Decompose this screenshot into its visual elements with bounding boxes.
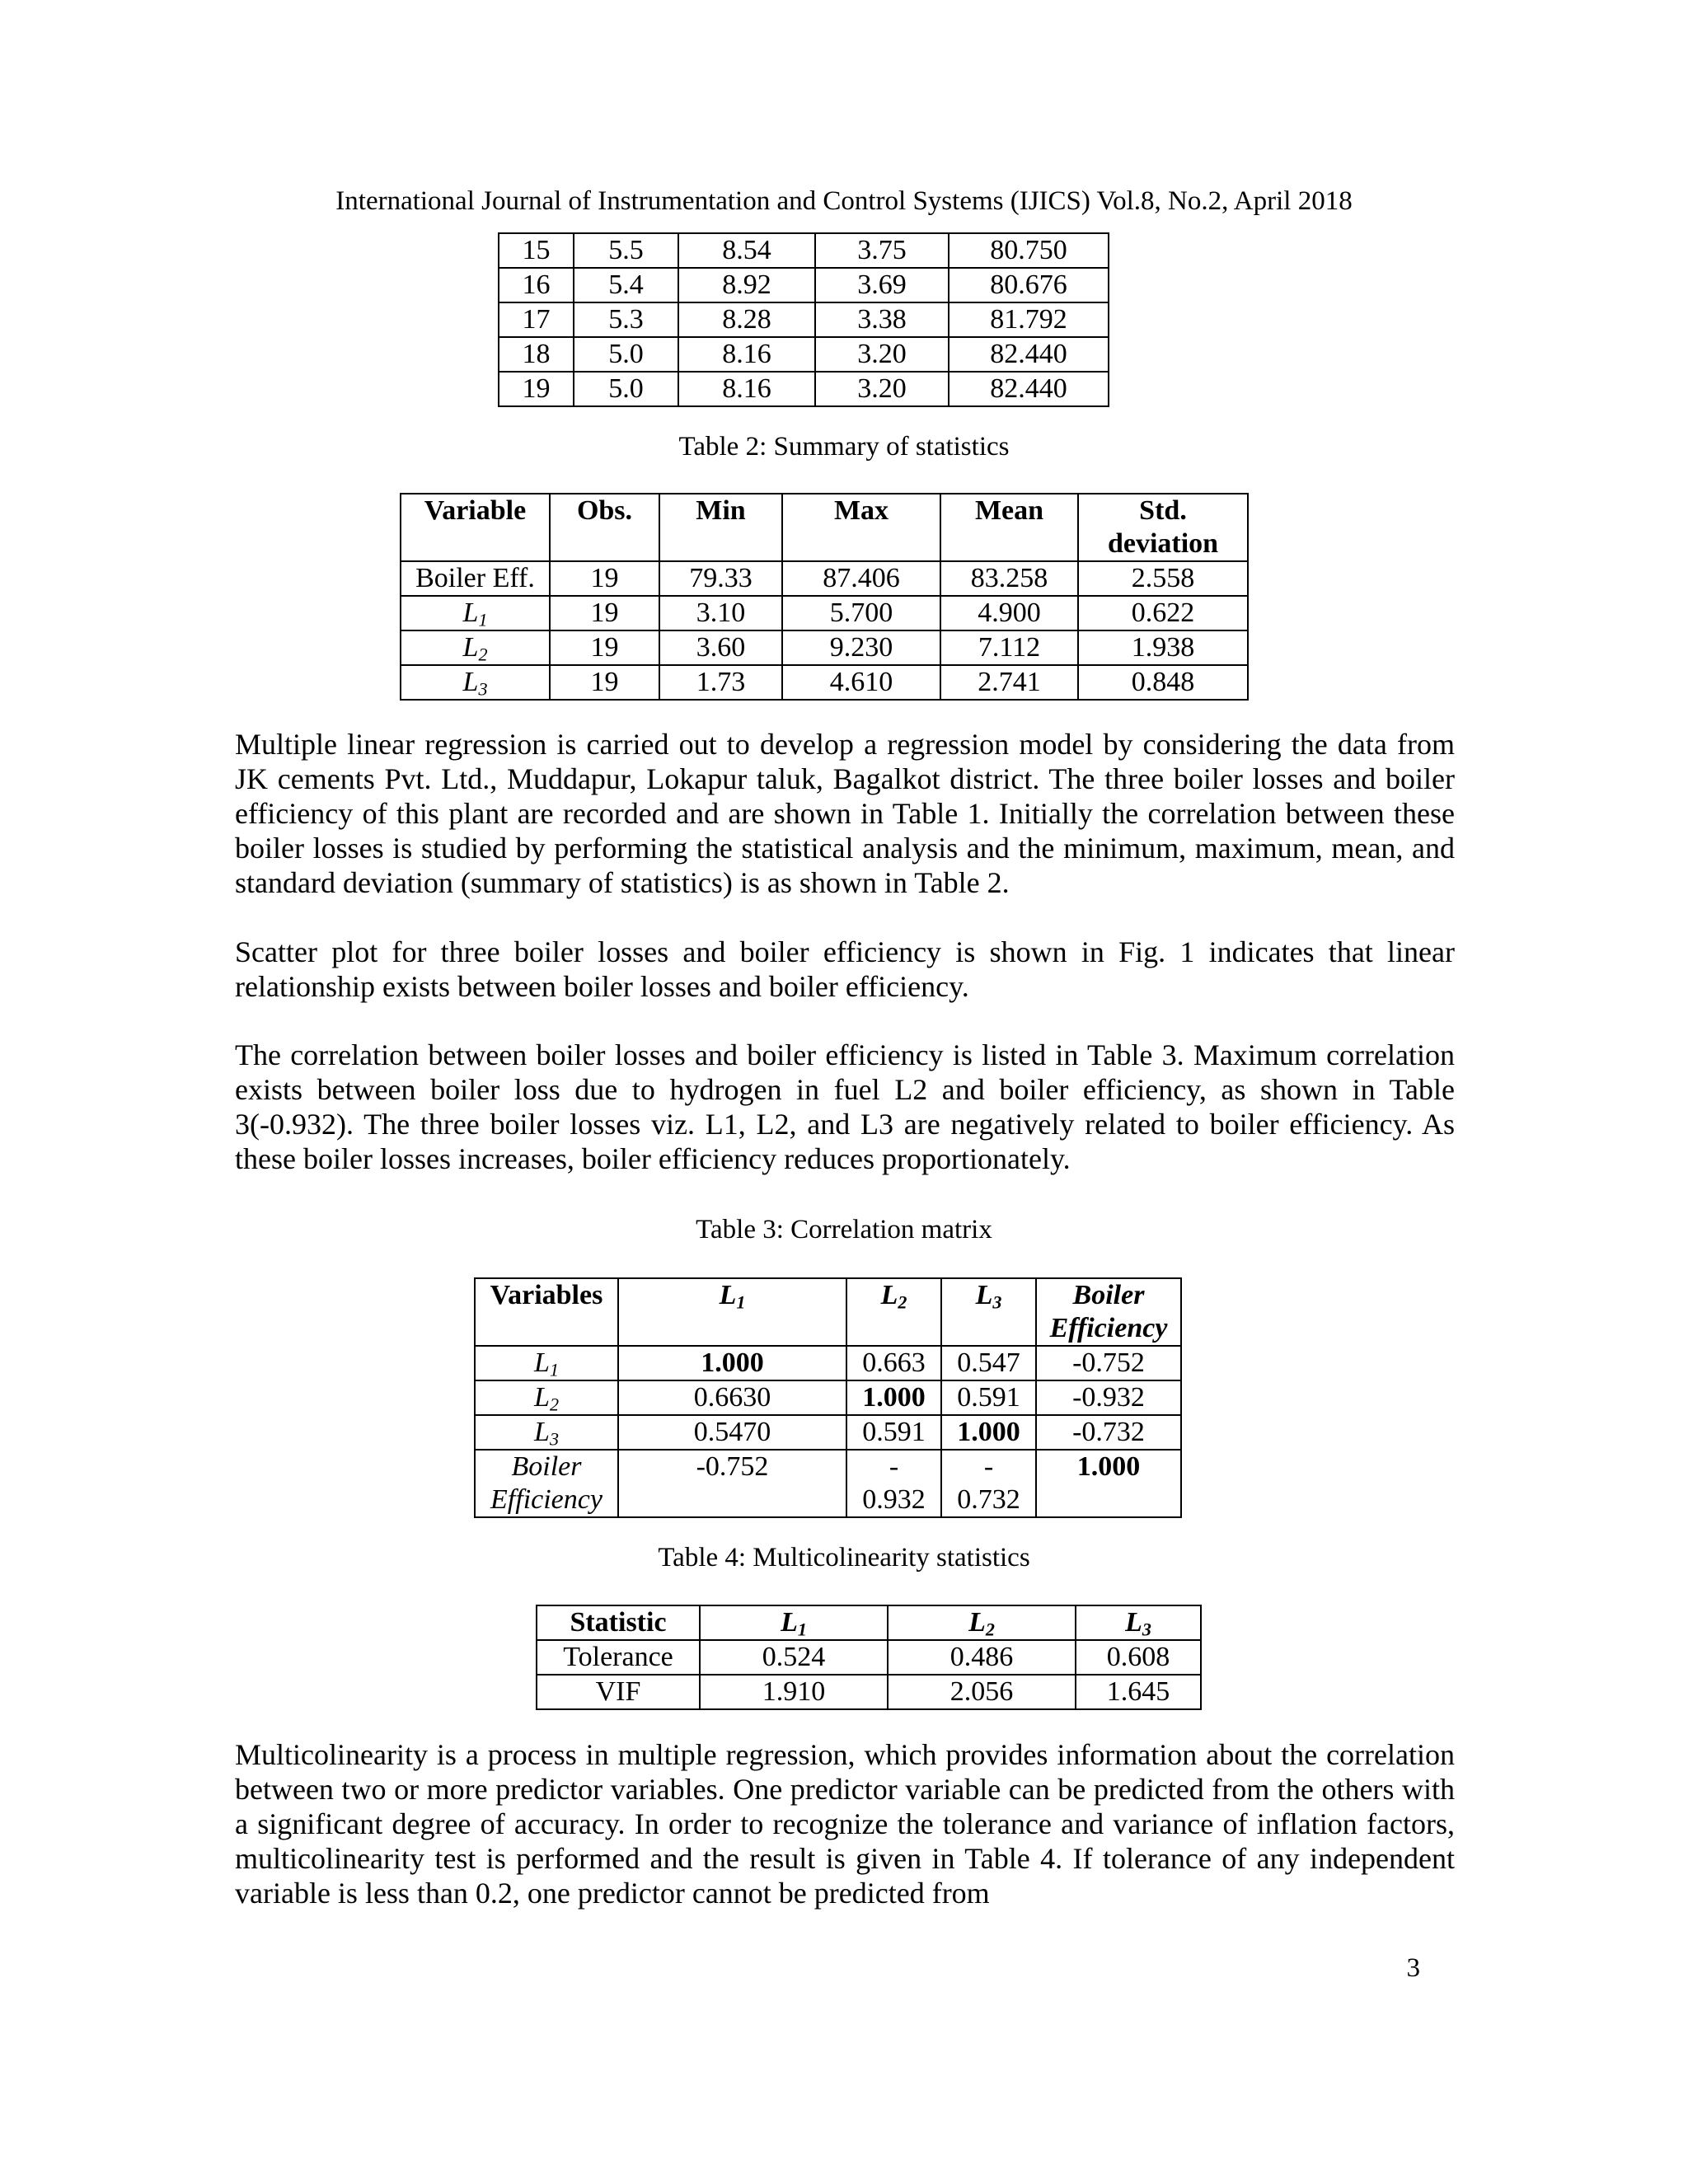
multicolinearity-table — [536, 1605, 1202, 1710]
table-cell: 87.406 — [782, 561, 940, 596]
table-cell: 19 — [550, 561, 659, 596]
table-cell: 3.60 — [659, 630, 782, 665]
table-cell: 3.75 — [815, 233, 949, 268]
table-cell: -0.732 — [1036, 1415, 1181, 1450]
table-cell: 19 — [550, 630, 659, 665]
table2-caption: Table 2: Summary of statistics — [678, 432, 1010, 462]
correlation-matrix-table — [474, 1277, 1182, 1518]
row-label: $L_2$ — [475, 1380, 618, 1415]
column-header: Max — [782, 494, 940, 561]
column-header: Std. deviation — [1078, 494, 1248, 561]
table-cell: 15 — [499, 233, 574, 268]
table-cell: 0.622 — [1078, 596, 1248, 630]
table-cell: 1.645 — [1076, 1675, 1201, 1709]
table-cell: 5.3 — [574, 302, 678, 337]
table-cell: - 0.932 — [846, 1450, 941, 1517]
table-cell: 8.16 — [678, 337, 815, 372]
table-header-row — [537, 1605, 1201, 1640]
table-cell: 2.741 — [940, 665, 1078, 700]
table-cell: 19 — [550, 596, 659, 630]
column-header: Variables — [475, 1278, 618, 1346]
column-header: $L_3$ — [941, 1278, 1036, 1346]
paragraph-regression-intro: Multiple linear regression is carried out to develop a regression model by considering the data from JK cements Pvt. Ltd., Muddapur, Lokapur taluk, Bagalkot district. The three boiler losses and boiler efficiency of this plant are recorded and are shown in Table 1. Initially the correlation between these boiler losses is studied by performing the statistical analysis and the minimum, maximum, mean, and standard deviation (summary of statistics) is as shown in Table 2. — [235, 728, 1455, 899]
row-label: $L_2$ — [401, 630, 550, 665]
table-cell: 81.792 — [949, 302, 1109, 337]
column-header: $L_1$ — [618, 1278, 846, 1346]
row-label: $L_1$ — [475, 1346, 618, 1380]
table-row — [499, 302, 1109, 337]
table-row — [475, 1380, 1181, 1415]
table-cell: 0.848 — [1078, 665, 1248, 700]
paragraph-multicolinearity: Multicolinearity is a process in multiple regression, which provides information about the correlation between two or more predictor variables. One predictor variable can be predicted from the others with a significant degree of accuracy. In order to recognize the tolerance and variance of inflation factors, multicolinearity test is performed and the result is given in Table 4. If tolerance of any independent variable is less than 0.2, one predictor cannot be predicted from — [235, 1738, 1455, 1910]
table-cell: 1.000 — [941, 1415, 1036, 1450]
table-cell: 0.5470 — [618, 1415, 846, 1450]
table-cell: - 0.732 — [941, 1450, 1036, 1517]
table-row — [499, 372, 1109, 406]
table-cell: 80.676 — [949, 268, 1109, 302]
table-cell: 82.440 — [949, 372, 1109, 406]
column-header: $L_2$ — [846, 1278, 941, 1346]
table1-continued — [498, 232, 1109, 407]
table-row — [499, 268, 1109, 302]
table-cell: 5.0 — [574, 372, 678, 406]
table-cell: -0.932 — [1036, 1380, 1181, 1415]
table-cell: 16 — [499, 268, 574, 302]
row-label: $L_1$ — [401, 596, 550, 630]
table-cell: 3.20 — [815, 337, 949, 372]
table-row — [401, 665, 1248, 700]
table-cell: 8.54 — [678, 233, 815, 268]
table-row — [475, 1450, 1181, 1517]
table-row — [537, 1640, 1201, 1675]
column-header: Boiler Efficiency — [1036, 1278, 1181, 1346]
table-cell: 1.73 — [659, 665, 782, 700]
table-cell: 8.28 — [678, 302, 815, 337]
table-cell: 0.6630 — [618, 1380, 846, 1415]
table-cell: 3.38 — [815, 302, 949, 337]
table-cell: 17 — [499, 302, 574, 337]
table-row — [475, 1346, 1181, 1380]
table-cell: 3.10 — [659, 596, 782, 630]
table-cell: 83.258 — [940, 561, 1078, 596]
row-label: VIF — [537, 1675, 700, 1709]
table4-caption: Table 4: Multicolinearity statistics — [658, 1543, 1030, 1572]
table-cell: 2.558 — [1078, 561, 1248, 596]
table-cell: 2.056 — [888, 1675, 1076, 1709]
table-row — [401, 561, 1248, 596]
table-cell: 19 — [499, 372, 574, 406]
page-number: 3 — [1406, 1953, 1420, 1983]
table-cell: 1.000 — [846, 1380, 941, 1415]
table-cell: 0.524 — [700, 1640, 888, 1675]
table-cell: 0.486 — [888, 1640, 1076, 1675]
column-header: $L_2$ — [888, 1605, 1076, 1640]
table-row — [401, 596, 1248, 630]
table-row — [475, 1415, 1181, 1450]
table-cell: 1.938 — [1078, 630, 1248, 665]
table-cell: 79.33 — [659, 561, 782, 596]
column-header: $L_3$ — [1076, 1605, 1201, 1640]
table-cell: 0.608 — [1076, 1640, 1201, 1675]
table-cell: 18 — [499, 337, 574, 372]
column-header: Mean — [940, 494, 1078, 561]
table-cell: -0.752 — [1036, 1346, 1181, 1380]
table-row — [537, 1675, 1201, 1709]
table-cell: 0.591 — [846, 1415, 941, 1450]
table-cell: 3.20 — [815, 372, 949, 406]
row-label: Boiler Efficiency — [475, 1450, 618, 1517]
table-cell: 1.910 — [700, 1675, 888, 1709]
column-header: $L_1$ — [700, 1605, 888, 1640]
table-cell: 5.0 — [574, 337, 678, 372]
table-cell: 5.5 — [574, 233, 678, 268]
table-cell: 5.700 — [782, 596, 940, 630]
table-cell: 8.16 — [678, 372, 815, 406]
table-cell: 4.610 — [782, 665, 940, 700]
table-row — [499, 233, 1109, 268]
column-header: Statistic — [537, 1605, 700, 1640]
summary-statistics-table — [400, 493, 1249, 701]
table-cell: 9.230 — [782, 630, 940, 665]
table-cell: 80.750 — [949, 233, 1109, 268]
table-cell: 4.900 — [940, 596, 1078, 630]
table-header-row — [401, 494, 1248, 561]
table3-caption: Table 3: Correlation matrix — [696, 1215, 992, 1244]
table-cell: 1.000 — [618, 1346, 846, 1380]
table-cell: 19 — [550, 665, 659, 700]
column-header: Variable — [401, 494, 550, 561]
row-label: $L_3$ — [401, 665, 550, 700]
row-label: Boiler Eff. — [401, 561, 550, 596]
table-cell: -0.752 — [618, 1450, 846, 1517]
table-cell: 0.547 — [941, 1346, 1036, 1380]
table-cell: 0.663 — [846, 1346, 941, 1380]
table-cell: 82.440 — [949, 337, 1109, 372]
table-cell: 0.591 — [941, 1380, 1036, 1415]
paragraph-scatter-plot: Scatter plot for three boiler losses and boiler efficiency is shown in Fig. 1 indicates that linear relationship exists between boiler losses and boiler efficiency. — [235, 935, 1455, 1003]
row-label: Tolerance — [537, 1640, 700, 1675]
paragraph-correlation: The correlation between boiler losses and boiler efficiency is listed in Table 3. Maximum correlation exists between boiler loss due to hydrogen in fuel L2 and boiler efficiency, as shown in Table 3(-0.932). The three boiler losses viz. L1, L2, and L3 are negatively related to boiler efficiency. As these boiler losses increases, boiler efficiency reduces proportionately. — [235, 1038, 1455, 1175]
table-row — [499, 337, 1109, 372]
table-cell: 8.92 — [678, 268, 815, 302]
table-cell: 7.112 — [940, 630, 1078, 665]
table-header-row — [475, 1278, 1181, 1346]
table-cell: 3.69 — [815, 268, 949, 302]
column-header: Min — [659, 494, 782, 561]
journal-header: International Journal of Instrumentation and Control Systems (IJICS) Vol.8, No.2, April 2018 — [335, 186, 1353, 216]
table-row — [401, 630, 1248, 665]
row-label: $L_3$ — [475, 1415, 618, 1450]
table-cell: 5.4 — [574, 268, 678, 302]
column-header: Obs. — [550, 494, 659, 561]
table-cell: 1.000 — [1036, 1450, 1181, 1517]
